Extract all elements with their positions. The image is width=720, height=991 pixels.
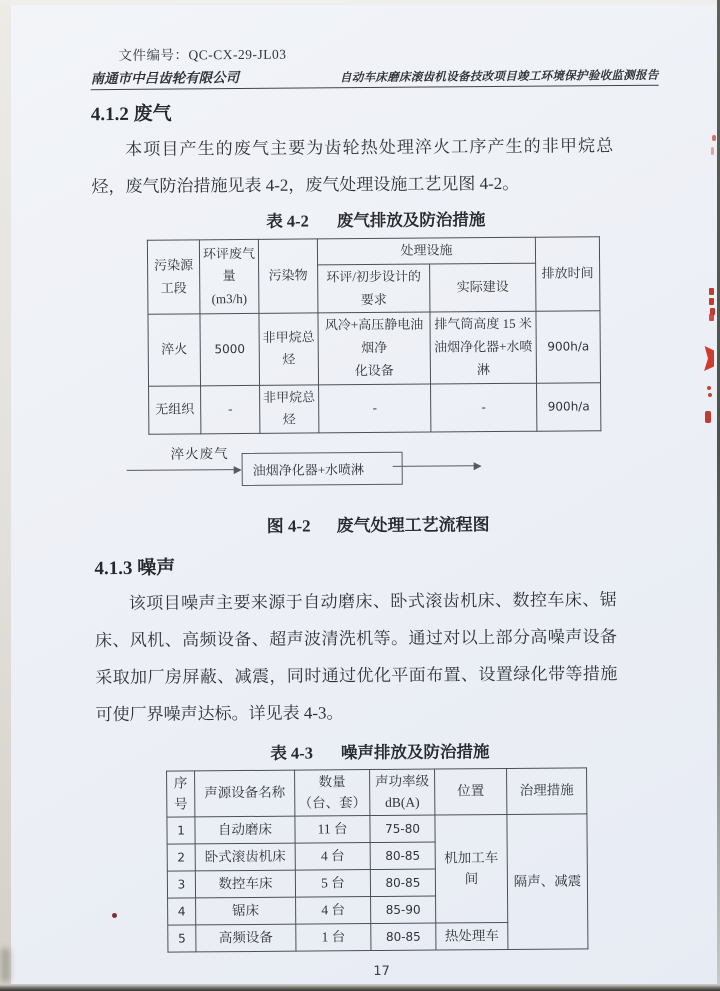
t42-cell-pollutant: 非甲烷总烃 xyxy=(260,384,319,433)
t42-header-pollutant: 污染物 xyxy=(258,239,318,314)
t43-cell-name: 高频设备 xyxy=(196,924,296,952)
t43-cell-no: 2 xyxy=(167,844,195,871)
t42-header-source: 污染源 工段 xyxy=(147,240,200,315)
page-number: 17 xyxy=(373,963,390,980)
t43-header-no: 序 号 xyxy=(167,771,195,817)
t43-cell-no: 5 xyxy=(168,925,196,952)
t43-cell-qty: 11 台 xyxy=(295,816,370,844)
section-heading-noise: 4.1.3 噪声 xyxy=(94,557,176,580)
figure-4-2-caption-label: 图 4-2 xyxy=(266,516,311,536)
table-4-3-caption-label: 表 4-3 xyxy=(270,743,314,763)
t42-cell-volume: 5000 xyxy=(200,314,260,386)
figure-4-2-caption-title: 废气处理工艺流程图 xyxy=(336,515,490,536)
arrow-right-icon xyxy=(234,466,242,474)
red-ink-mark xyxy=(705,411,711,423)
red-ink-dots xyxy=(707,386,711,390)
t43-header-qty: 数量 （台、套） xyxy=(295,770,370,817)
t43-cell-qty: 1 台 xyxy=(296,924,371,952)
table-4-2-caption xyxy=(92,205,660,233)
t43-cell-location-heat: 热处理车 xyxy=(436,922,508,950)
section-heading-waste-gas: 4.1.2 废气 xyxy=(90,103,172,126)
table-4-2-caption-title: 废气排放及防治措施 xyxy=(336,210,486,231)
t42-header-discharge-time: 排放时间 xyxy=(535,237,600,312)
flow-arrow-line-in xyxy=(127,469,235,471)
waste-gas-paragraph: 本项目产生的废气主要为齿轮热处理淬火工序产生的非甲烷总烃，废气防治措施见表 4-2，废气处理设施工艺见图 4-2。 xyxy=(91,136,614,197)
t43-cell-level: 80-85 xyxy=(370,869,435,897)
t43-cell-level: 85-90 xyxy=(371,896,436,924)
t42-cell-volume: - xyxy=(201,385,260,434)
t43-cell-location-machining: 机加工车 间 xyxy=(435,814,508,923)
t43-cell-level: 80-85 xyxy=(370,842,435,870)
t43-cell-no: 3 xyxy=(167,871,195,898)
t42-header-treatment-required: 环评/初步设计的要求 xyxy=(318,264,430,313)
table-4-3 xyxy=(166,767,588,952)
t43-cell-no: 4 xyxy=(168,898,196,925)
t43-header-level: 声功率级 dB(A) xyxy=(370,769,435,816)
t42-cell-pollutant: 非甲烷总烃 xyxy=(259,313,319,385)
t42-cell-actual: - xyxy=(431,383,537,432)
t43-cell-measure: 隔声、减震 xyxy=(507,814,588,950)
document-number: 文件编号：QC-CX-29-JL03 xyxy=(118,46,287,63)
t43-cell-name: 锯床 xyxy=(196,897,296,925)
table-4-3-caption-title: 噪声排放及防治措施 xyxy=(340,742,490,763)
t42-cell-required: 风冷+高压静电油烟净 化设备 xyxy=(318,312,431,384)
t43-cell-no: 1 xyxy=(167,817,195,844)
flow-arrow-line-out xyxy=(393,465,475,467)
noise-paragraph: 该项目噪声主要来源于自动磨床、卧式滚齿机床、数控车床、锯床、风机、高频设备、超声波清洗机等。通过对以上部分高噪声设备采取加厂房屏蔽、减震，同时通过优化平面布置、设置绿化带等措施可使厂界噪声达标。详见表 4-3。 xyxy=(94,590,618,725)
page-content xyxy=(11,0,720,987)
flow-inlet-label: 淬火废气 xyxy=(170,446,229,462)
t42-cell-required: - xyxy=(319,384,431,433)
waste-gas-flow-diagram xyxy=(93,439,661,497)
t43-cell-name: 数控车床 xyxy=(195,870,295,898)
scan-edge-left xyxy=(0,0,11,984)
figure-4-2-caption xyxy=(94,509,662,538)
company-name: 南通市中吕齿轮有限公司 xyxy=(90,70,240,87)
red-ink-speck xyxy=(712,135,716,141)
report-title: 自动车床磨床滚齿机设备技改项目竣工环境保护验收监测报告 xyxy=(339,69,659,85)
t43-cell-level: 75-80 xyxy=(370,815,435,843)
arrow-right-icon xyxy=(474,462,482,470)
red-ink-speck xyxy=(711,147,714,155)
t42-row-quenching xyxy=(148,311,601,386)
t42-cell-time: 900h/a xyxy=(536,311,601,383)
table-4-3-caption xyxy=(96,737,664,765)
t43-cell-qty: 4 台 xyxy=(296,897,371,925)
t43-header-name: 声源设备名称 xyxy=(195,770,295,817)
t42-row-fugitive xyxy=(149,382,601,434)
table-4-2-caption-label: 表 4-2 xyxy=(266,211,309,231)
t43-cell-qty: 5 台 xyxy=(295,870,370,898)
scan-smudge xyxy=(1,948,10,982)
red-ink-mark xyxy=(709,288,714,295)
t42-header-treatment-actual: 实际建设 xyxy=(430,263,536,312)
t42-header-eia-volume: 环评废气 量 (m3/h) xyxy=(199,239,259,314)
t42-cell-time: 900h/a xyxy=(537,382,601,431)
t43-cell-qty: 4 台 xyxy=(295,843,370,871)
t43-cell-name: 自动磨床 xyxy=(195,816,295,844)
t43-cell-name: 卧式滚齿机床 xyxy=(195,843,295,871)
t42-cell-source: 无组织 xyxy=(149,385,201,434)
flow-treatment-box: 油烟净化器+水喷淋 xyxy=(242,452,403,486)
t42-header-treatment-group: 处理设施 xyxy=(317,237,535,264)
table-4-2 xyxy=(147,236,602,435)
page-header xyxy=(91,63,659,90)
t43-cell-level: 80-85 xyxy=(371,923,436,951)
t42-cell-actual: 排气筒高度 15 米 油烟净化器+水喷淋 xyxy=(430,311,537,383)
t43-row-1 xyxy=(167,814,587,844)
t43-header-location: 位置 xyxy=(435,768,507,815)
red-ink-dot xyxy=(112,913,117,918)
t43-header-measure: 治理措施 xyxy=(507,768,587,815)
t42-cell-source: 淬火 xyxy=(148,314,201,386)
